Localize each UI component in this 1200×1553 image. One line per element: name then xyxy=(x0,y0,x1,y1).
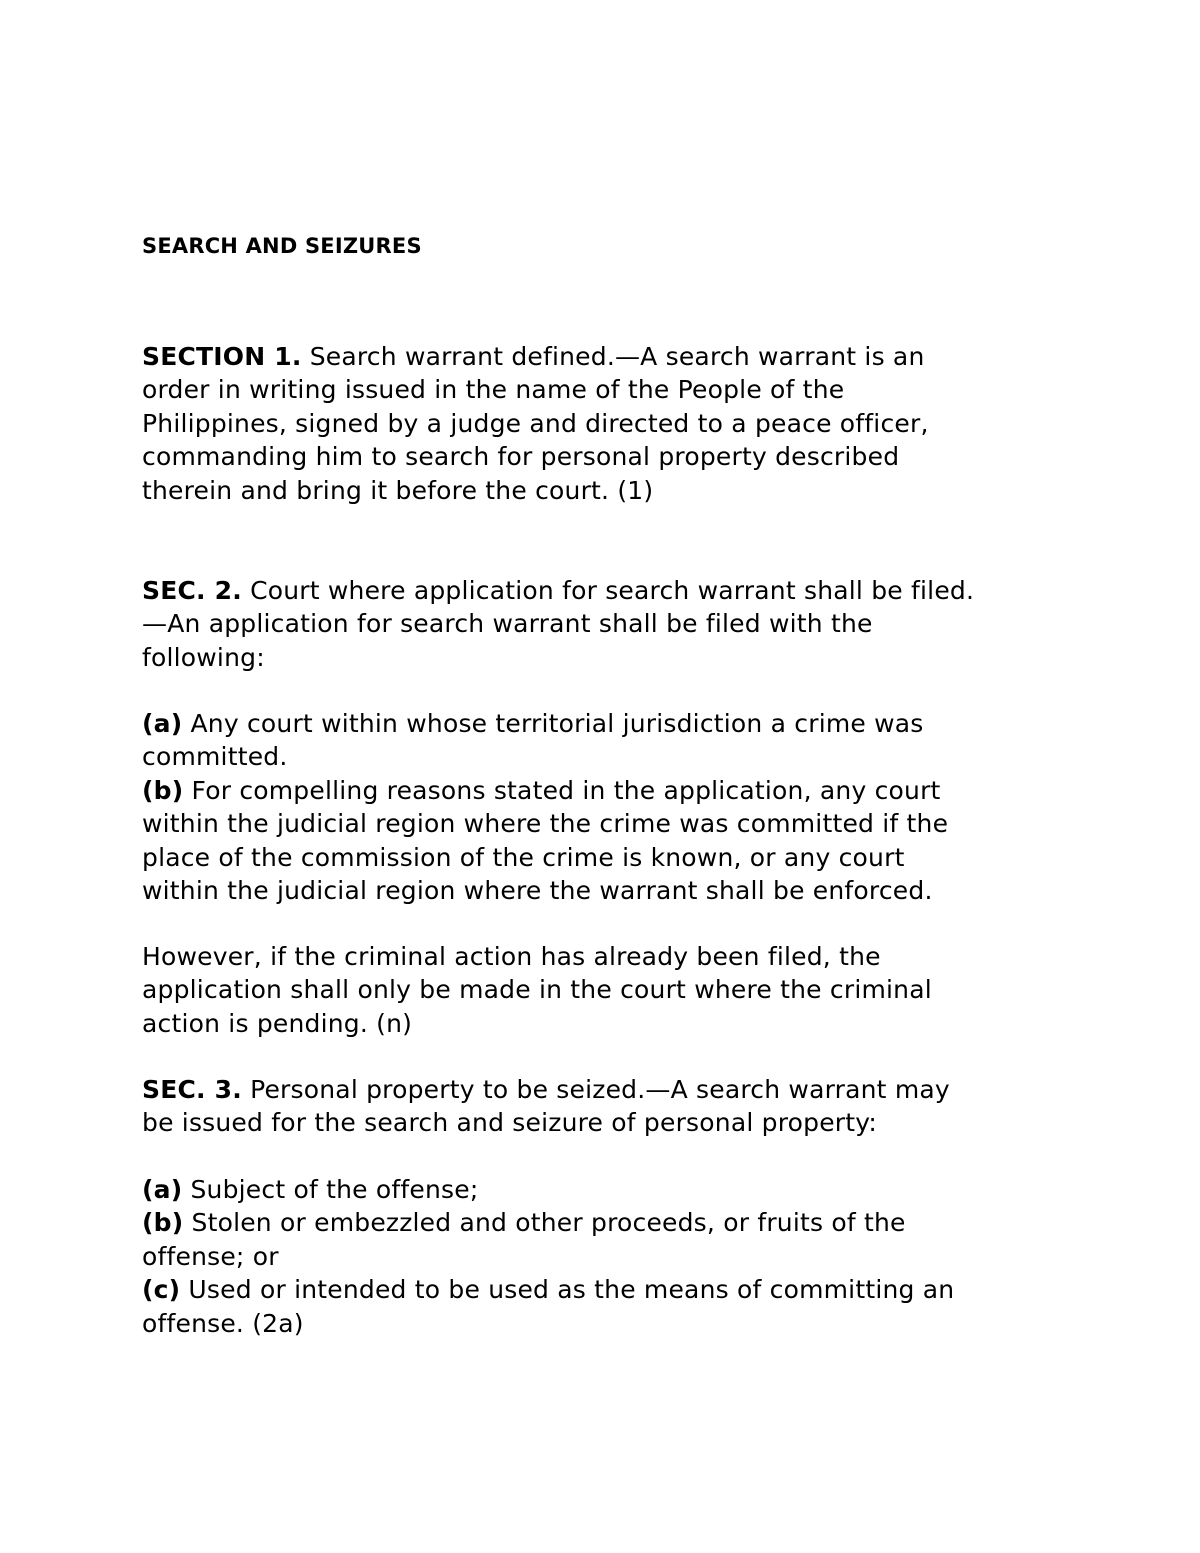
section-1-line-5: therein and bring it before the court. (1) xyxy=(142,475,654,505)
section-3-item-c-marker: (c) xyxy=(142,1275,181,1305)
section-2-items xyxy=(142,707,1062,907)
section-3-line-2: be issued for the search and seizure of personal property: xyxy=(142,1108,878,1138)
section-2-however xyxy=(142,940,1062,1040)
section-3-item-a-marker: (a) xyxy=(142,1175,183,1204)
section-3-item-a-line-1 xyxy=(142,1173,1062,1206)
section-2-item-b-line-4: within the judicial region where the warrant shall be enforced. xyxy=(142,876,933,906)
section-2-heading: SEC. 2. xyxy=(142,576,242,605)
section-3-line-1 xyxy=(142,1073,1062,1106)
section-1-line-3: Philippines, signed by a judge and directed to a peace officer, xyxy=(142,408,929,438)
section-2 xyxy=(142,574,1062,674)
section-2-text: Court where application for search warrant shall be filed. xyxy=(241,576,975,605)
section-1-line-2: order in writing issued in the name of the People of the xyxy=(142,375,845,405)
section-1-line-4: commanding him to search for personal property described xyxy=(142,442,900,472)
section-3 xyxy=(142,1073,1062,1140)
section-2-item-a-line-1 xyxy=(142,707,1062,740)
section-1-text: Search warrant defined.—A search warrant is an xyxy=(301,342,925,371)
section-3-item-c-line-2: offense. (2a) xyxy=(142,1308,304,1338)
however-line-2: application shall only be made in the court where the criminal xyxy=(142,975,932,1005)
section-3-item-c-line-1 xyxy=(142,1273,1062,1306)
section-3-items xyxy=(142,1173,1062,1340)
section-1-line-1 xyxy=(142,340,1062,373)
section-1 xyxy=(142,340,1062,507)
section-3-item-b-line-1 xyxy=(142,1206,1062,1239)
section-1-heading: SECTION 1. xyxy=(142,342,302,371)
section-2-item-b-line-2: within the judicial region where the crime was committed if the xyxy=(142,809,949,839)
section-3-item-a-text: Subject of the offense; xyxy=(182,1175,479,1204)
section-2-line-1 xyxy=(142,574,1062,607)
section-2-line-3: following: xyxy=(142,642,265,672)
section-2-item-b-marker: (b) xyxy=(142,775,184,805)
section-3-item-c-text: Used or intended to be used as the means of committing an xyxy=(180,1275,955,1305)
section-3-item-b-marker: (b) xyxy=(142,1208,184,1238)
section-2-line-2: —An application for search warrant shall be filed with the xyxy=(142,609,873,639)
section-3-item-b-line-2: offense; or xyxy=(142,1241,279,1271)
section-2-item-a-line-2: committed. xyxy=(142,742,288,772)
section-2-item-a-text: Any court within whose territorial jurisdiction a crime was xyxy=(182,709,924,738)
section-2-item-b-text: For compelling reasons stated in the application, any court xyxy=(183,775,941,805)
section-2-item-b-line-1 xyxy=(142,774,1062,807)
section-3-item-b-text: Stolen or embezzled and other proceeds, or fruits of the xyxy=(183,1208,906,1238)
however-line-1: However, if the criminal action has already been filed, the xyxy=(142,942,881,971)
section-3-text: Personal property to be seized.—A search warrant may xyxy=(241,1075,950,1104)
however-line-3: action is pending. (n) xyxy=(142,1008,413,1038)
document-title: SEARCH AND SEIZURES xyxy=(142,234,422,258)
section-3-heading: SEC. 3. xyxy=(142,1075,242,1104)
section-2-item-a-marker: (a) xyxy=(142,709,183,738)
section-2-item-b-line-3: place of the commission of the crime is known, or any court xyxy=(142,842,905,872)
